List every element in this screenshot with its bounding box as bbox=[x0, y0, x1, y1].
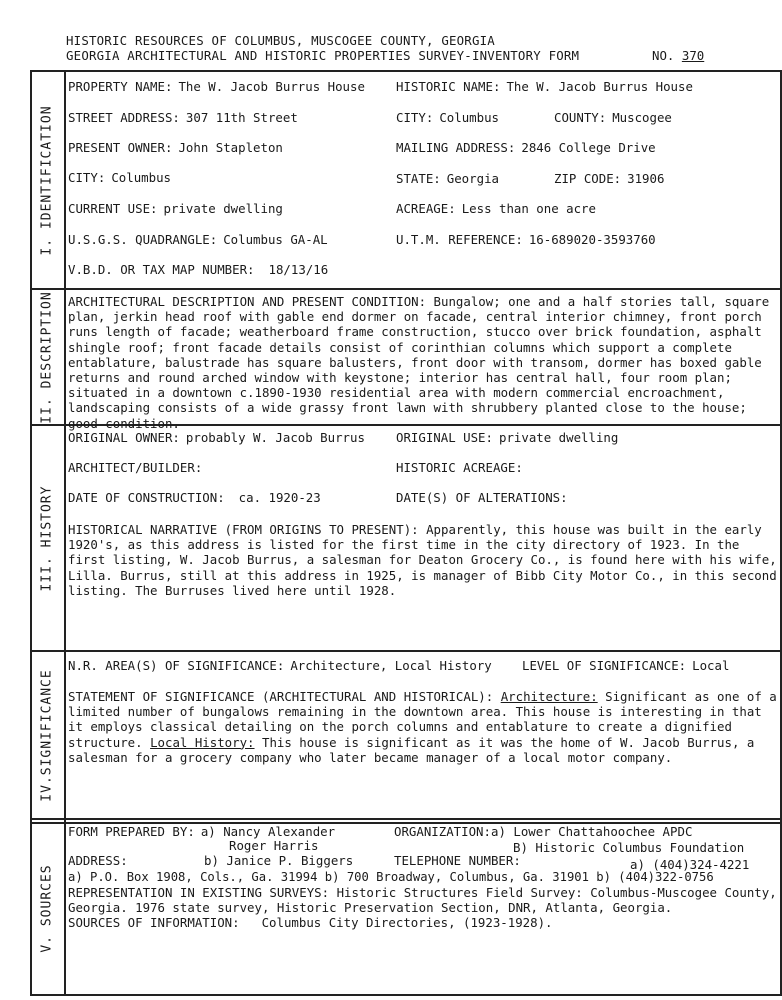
form-number bbox=[652, 48, 704, 63]
field-state: STATE: Georgia bbox=[396, 171, 499, 186]
divider-description bbox=[30, 288, 782, 290]
section-label-column-divider bbox=[64, 70, 66, 996]
preparer-a-second-name: Roger Harris bbox=[229, 838, 319, 853]
field-historic-acreage: HISTORIC ACREAGE: bbox=[396, 460, 523, 475]
field-dates-of-alterations: DATE(S) OF ALTERATIONS: bbox=[396, 490, 568, 505]
statement-of-significance bbox=[68, 689, 780, 765]
form-header-line-1: HISTORIC RESOURCES OF COLUMBUS, MUSCOGEE COUNTY, GEORGIA bbox=[66, 33, 495, 48]
representation-in-existing-surveys: REPRESENTATION IN EXISTING SURVEYS: Historic Structures Field Survey: Columbus-Muscogee County, Georgia. 1976 state survey, Historic Preservation Section, DNR, Atlanta, Georgia. bbox=[68, 885, 777, 915]
field-present-owner: PRESENT OWNER: John Stapleton bbox=[68, 140, 283, 155]
form-number-label: NO. bbox=[652, 48, 675, 63]
field-county: COUNTY: Muscogee bbox=[554, 110, 672, 125]
statement-label: STATEMENT OF SIGNIFICANCE (ARCHITECTURAL AND HISTORICAL): bbox=[68, 689, 494, 704]
field-original-use: ORIGINAL USE: private dwelling bbox=[396, 430, 619, 445]
field-zip-code: ZIP CODE: 31906 bbox=[554, 171, 665, 186]
statement-local-history: This house is significant as it was the home of W. Jacob Burrus, a salesman for a grocery company who later became manager of a local motor company. bbox=[68, 734, 755, 765]
address-line: a) P.O. Box 1908, Cols., Ga. 31994 b) 700 Broadway, Columbus, Ga. 31901 b) (404)322-0756 bbox=[68, 870, 714, 884]
form-header-line-2: GEORGIA ARCHITECTURAL AND HISTORIC PROPERTIES SURVEY-INVENTORY FORM bbox=[66, 48, 580, 63]
field-usgs-quadrangle: U.S.G.S. QUADRANGLE: Columbus GA-AL bbox=[68, 232, 328, 247]
section-description-label: II. DESCRIPTION bbox=[39, 290, 55, 424]
section-significance-label: IV.SIGNIFICANCE bbox=[39, 668, 55, 802]
organization-b: B) Historic Columbus Foundation bbox=[513, 840, 745, 855]
field-architect-builder: ARCHITECT/BUILDER: bbox=[68, 460, 203, 475]
field-tax-map-number: V.B.D. OR TAX MAP NUMBER: 18/13/16 bbox=[68, 262, 329, 277]
preparer-b: b) Janice P. Biggers bbox=[204, 853, 354, 868]
field-form-prepared-by: FORM PREPARED BY: a) Nancy Alexander bbox=[68, 824, 336, 839]
form-number-value: 370 bbox=[681, 48, 705, 63]
field-historic-name: HISTORIC NAME: The W. Jacob Burrus House bbox=[396, 79, 693, 94]
statement-architecture: Significant as one of a limited number of bungalows remaining in the downtown area. This house is interesting in that it employs classical detailing on the porch columns and entablature to create a dignified structure. bbox=[68, 689, 777, 750]
field-utm-reference: U.T.M. REFERENCE: 16-689020-3593760 bbox=[396, 232, 656, 247]
field-property-name: PROPERTY NAME: The W. Jacob Burrus House bbox=[68, 79, 365, 94]
historical-narrative: HISTORICAL NARRATIVE (FROM ORIGINS TO PRESENT): Apparently, this house was built in the early 1920's, as this address is listed for the first time in the city directory of 1923. In the first listing, W. Jacob Burrus, a salesman for Deaton Grocery Co., is found here with his wife, Lilla. Burrus, still at this address in 1925, is manager of Bibb City Motor Co., in this second listing. The Burruses lived here until 1928. bbox=[68, 522, 777, 598]
field-acreage: ACREAGE: Less than one acre bbox=[396, 201, 596, 216]
field-original-owner: ORIGINAL OWNER: probably W. Jacob Burrus bbox=[68, 430, 365, 445]
field-city: CITY: Columbus bbox=[396, 110, 499, 125]
telephone-a: a) (404)324-4221 bbox=[630, 857, 750, 872]
architectural-description: ARCHITECTURAL DESCRIPTION AND PRESENT CONDITION: Bungalow; one and a half stories tall, square plan, jerkin head roof with gable end dormer on facade, central interior chimney, front porch runs length of facade; weatherboard frame construction, stucco over brick foundation, asphalt shingle roof; front facade details consist of corinthian columns which support a complete entablature, balustrade has square balusters, front door with transom, dormer has boxed gable returns and round arched window with keystone; interior has central hall, four room plan; situated in a downtown c.1890-1930 residential area with modern commercial encroachment, landscaping consists of a wide grassy front lawn with shrubbery planted close to the house; good condition. bbox=[68, 294, 770, 431]
field-level-of-significance: LEVEL OF SIGNIFICANCE: Local bbox=[522, 658, 730, 673]
field-date-of-construction: DATE OF CONSTRUCTION: ca. 1920-23 bbox=[68, 490, 321, 505]
field-telephone-label: TELEPHONE NUMBER: bbox=[394, 853, 521, 868]
field-address-label: ADDRESS: bbox=[68, 853, 128, 868]
section-sources-label: V. SOURCES bbox=[39, 863, 55, 953]
sources-of-information: SOURCES OF INFORMATION: Columbus City Directories, (1923-1928). bbox=[68, 915, 553, 930]
field-areas-of-significance: N.R. AREA(S) OF SIGNIFICANCE: Architecture, Local History bbox=[68, 658, 492, 673]
field-organization: ORGANIZATION:a) Lower Chattahoochee APDC bbox=[394, 824, 693, 839]
section-identification-label: I. IDENTIFICATION bbox=[39, 104, 55, 256]
local-history-heading: Local History: bbox=[150, 734, 255, 750]
field-street-address: STREET ADDRESS: 307 11th Street bbox=[68, 110, 298, 125]
section-history-label: III. HISTORY bbox=[39, 485, 55, 591]
field-current-use: CURRENT USE: private dwelling bbox=[68, 201, 283, 216]
architecture-heading: Architecture: bbox=[500, 689, 598, 704]
divider-significance bbox=[30, 650, 782, 652]
field-owner-city: CITY: Columbus bbox=[68, 170, 171, 185]
field-mailing-address: MAILING ADDRESS: 2846 College Drive bbox=[396, 140, 656, 155]
